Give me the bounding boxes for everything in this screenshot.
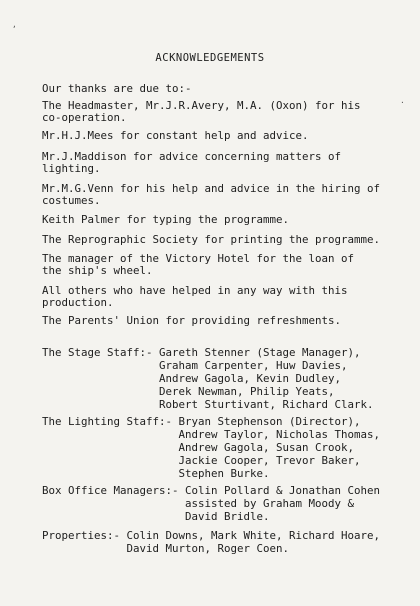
box-office-line: David Bridle. [42, 510, 270, 523]
thanks-line: All others who have helped in any way with this [42, 284, 348, 297]
thanks-line: Keith Palmer for typing the programme. [42, 213, 290, 226]
stage-staff-line: The Stage Staff:- Gareth Stenner (Stage Manager), [42, 346, 361, 359]
box-office-line: assisted by Graham Moody & [42, 497, 355, 510]
thanks-line: The Reprographic Society for printing the programme. [42, 233, 381, 246]
lighting-staff-line: Andrew Taylor, Nicholas Thomas, [42, 428, 381, 441]
lighting-staff-line: Andrew Gagola, Susan Crook, [42, 441, 355, 454]
thanks-line: production. [42, 296, 114, 309]
paper-speck: , [12, 20, 17, 29]
thanks-line: The Headmaster, Mr.J.R.Avery, M.A. (Oxon) for his [42, 99, 361, 112]
thanks-line: lighting. [42, 162, 101, 175]
stage-staff-line: Andrew Gagola, Kevin Dudley, [42, 372, 342, 385]
thanks-line: The manager of the Victory Hotel for the loan of [42, 252, 355, 265]
lighting-staff-line: Jackie Cooper, Trevor Baker, [42, 454, 361, 467]
stage-staff-line: Derek Newman, Philip Yeats, [42, 385, 335, 398]
thanks-line: Mr.J.Maddison for advice concerning matters of [42, 150, 342, 163]
thanks-line: The Parents' Union for providing refreshments. [42, 314, 342, 327]
thanks-line: co-operation. [42, 111, 127, 124]
properties-line: Properties:- Colin Downs, Mark White, Richard Hoare, [42, 529, 381, 542]
thanks-line: Mr.M.G.Venn for his help and advice in the hiring of [42, 182, 381, 195]
lighting-staff-line: Stephen Burke. [42, 467, 270, 480]
box-office-line: Box Office Managers:- Colin Pollard & Jonathan Cohen [42, 484, 381, 497]
properties-line: David Murton, Roger Coen. [42, 542, 290, 555]
lighting-staff-line: The Lighting Staff:- Bryan Stephenson (Director), [42, 415, 361, 428]
page-title: ACKNOWLEDGEMENTS [155, 52, 265, 64]
thanks-line: the ship's wheel. [42, 264, 153, 277]
stage-staff-line: Graham Carpenter, Huw Davies, [42, 359, 348, 372]
paper-speck: . [400, 96, 405, 105]
thanks-line: Mr.H.J.Mees for constant help and advice. [42, 129, 309, 142]
intro-line: Our thanks are due to:- [42, 82, 192, 95]
thanks-line: costumes. [42, 194, 101, 207]
stage-staff-line: Robert Sturtivant, Richard Clark. [42, 398, 374, 411]
